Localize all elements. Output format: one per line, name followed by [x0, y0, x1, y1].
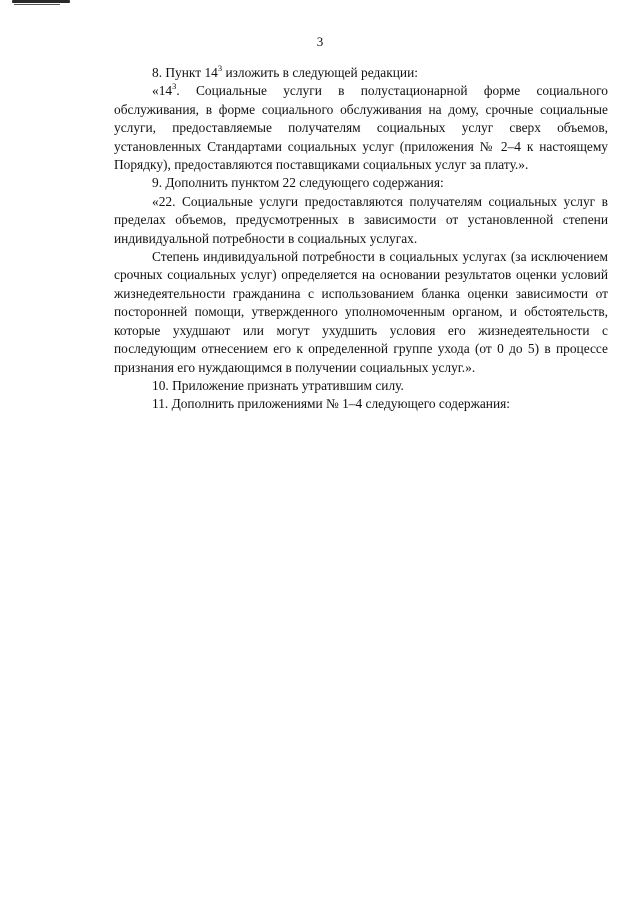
paragraph-item-8-end: изложить в следующей редакции:	[222, 65, 418, 80]
paragraph-point-14-3-start: «14	[152, 83, 173, 99]
paragraph-point-14-3-superscript: 3	[172, 80, 177, 91]
paragraph-point-14-3-text: . Социальные услуги в полустационарной форме социального обслуживания, в форме социального обслуживания на дому, срочные социальные услуги, предоставляемые получателям социальных услуг сверх объемов, установленных Стандартами социальных услуг (приложения № 2–4 к настоящему Порядку), предоставляются поставщиками социальных услуг за плату.».	[114, 83, 608, 173]
paragraph-item-8-superscript: 3	[217, 62, 223, 73]
scan-artifact-line	[14, 4, 60, 5]
paragraph-need-degree: Степень индивидуальной потребности в социальных услугах (за исключением срочных социальных услуг) определяется на основании результатов оценки условий жизнедеятельности гражданина с использованием бланка оценки зависимости от посторонней помощи, утвержденного уполномоченным органом, и обстоятельств, которые ухудшают или могут ухудшить условия его жизнедеятельности с последующим отнесением его к определенной группе ухода (от 0 до 5) в процессе признания его нуждающимся в получении социальных услуг.».	[114, 249, 608, 375]
paragraph-point-14-3	[114, 82, 608, 174]
page-number: 3	[316, 34, 324, 49]
paragraph-item-10: 10. Приложение признать утратившим силу.	[152, 377, 404, 393]
paragraph-point-22: «22. Социальные услуги предоставляются получателям социальных услуг в пределах объемов, предусмотренных в зависимости от установленной степени индивидуальной потребности в социальных услугах.	[114, 193, 608, 246]
paragraph-item-8-start: 8. Пункт 14	[152, 65, 218, 80]
paragraph-item-9: 9. Дополнить пунктом 22 следующего содержания:	[152, 175, 444, 191]
scan-artifact-mark	[12, 0, 70, 3]
paragraph-item-8	[114, 64, 608, 82]
document-body	[114, 64, 608, 414]
paragraph-item-11: 11. Дополнить приложениями № 1–4 следующего содержания:	[152, 396, 511, 412]
